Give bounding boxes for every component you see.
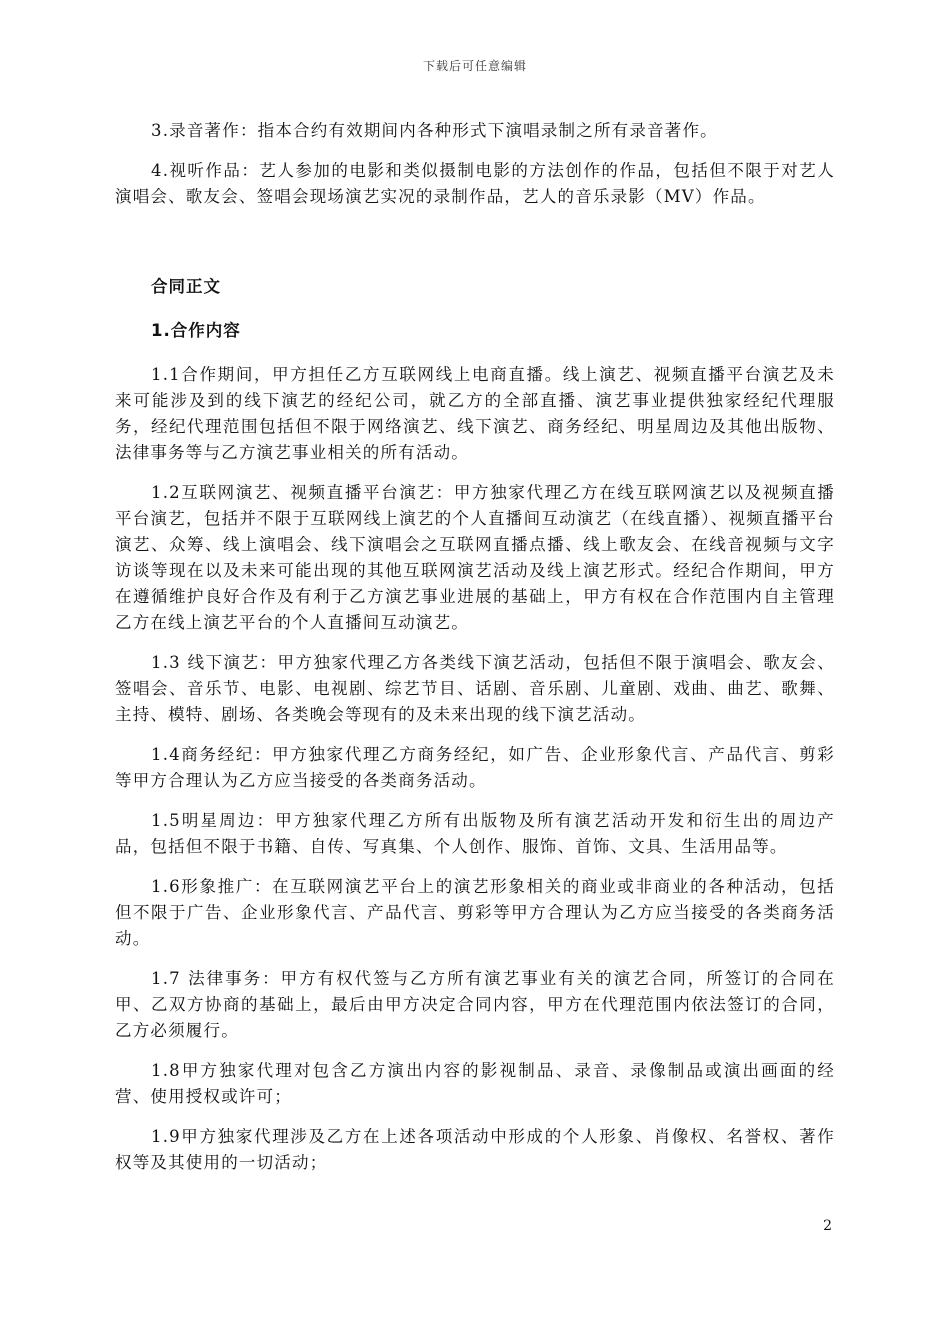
- clause-1-4: 1.4商务经纪：甲方独家代理乙方商务经纪，如广告、企业形象代言、产品代言、剪彩等甲方合理认为乙方应当接受的各类商务活动。: [115, 745, 835, 790]
- document-body: [115, 118, 835, 1190]
- clause-1-2: 1.2互联网演艺、视频直播平台演艺：甲方独家代理乙方在线互联网演艺以及视频直播平台演艺，包括并不限于互联网线上演艺的个人直播间互动演艺（在线直播）、视频直播平台演艺、众筹、线上演唱会、线下演唱会之互联网直播点播、线上歌友会、在线音视频与文字访谈等现在以及未来可能出现的其他互联网演艺活动及线上演艺形式。经纪合作期间，甲方在遵循维护良好合作及有利于乙方演艺事业进展的基础上，甲方有权在合作范围内自主管理乙方在线上演艺平台的个人直播间互动演艺。: [115, 483, 835, 632]
- section-spacer: [115, 224, 835, 274]
- clause-1-6: 1.6形象推广：在互联网演艺平台上的演艺形象相关的商业或非商业的各种活动，包括但不限于广告、企业形象代言、产品代言、剪彩等甲方合理认为乙方应当接受的各类商务活动。: [115, 877, 835, 948]
- paragraph-recording-works: 3.录音著作：指本合约有效期间内各种形式下演唱录制之所有录音著作。: [151, 121, 718, 140]
- clause-1-7: 1.7 法律事务：甲方有权代签与乙方所有演艺事业有关的演艺合同，所签订的合同在甲、乙双方协商的基础上，最后由甲方决定合同内容，甲方在代理范围内依法签订的合同，乙方必须履行。: [115, 969, 835, 1040]
- clause-1-1: 1.1合作期间，甲方担任乙方互联网线上电商直播。线上演艺、视频直播平台演艺及未来可能涉及到的线下演艺的经纪公司，就乙方的全部直播、演艺事业提供独家经纪代理服务，经纪代理范围包括但不限于网络演艺、线下演艺、商务经纪、明星周边及其他出版物、法律事务等与乙方演艺事业相关的所有活动。: [115, 365, 835, 462]
- section-title: 合同正文: [151, 277, 221, 296]
- page-header: 下载后可任意编辑: [422, 59, 527, 73]
- clause-1-3: 1.3 线下演艺：甲方独家代理乙方各类线下演艺活动，包括但不限于演唱会、歌友会、签唱会、音乐节、电影、电视剧、综艺节目、话剧、音乐剧、儿童剧、戏曲、曲艺、歌舞、主持、模特、剧场、各类晚会等现有的及未来出现的线下演艺活动。: [115, 653, 835, 724]
- page-number: 2: [823, 1218, 832, 1234]
- clause-1-5: 1.5明星周边：甲方独家代理乙方所有出版物及所有演艺活动开发和衍生出的周边产品，包括但不限于书籍、自传、写真集、个人创作、服饰、首饰、文具、生活用品等。: [115, 811, 835, 856]
- clause-1-9: 1.9甲方独家代理涉及乙方在上述各项活动中形成的个人形象、肖像权、名誉权、著作权等及其使用的一切活动；: [115, 1127, 835, 1172]
- paragraph-audiovisual-works: 4.视听作品：艺人参加的电影和类似摄制电影的方法创作的作品，包括但不限于对艺人演唱会、歌友会、签唱会现场演艺实况的录制作品，艺人的音乐录影（MV）作品。: [115, 161, 835, 206]
- section-subtitle: 1.合作内容: [151, 321, 241, 340]
- clause-1-8: 1.8甲方独家代理对包含乙方演出内容的影视制品、录音、录像制品或演出画面的经营、使用授权或许可；: [115, 1061, 835, 1106]
